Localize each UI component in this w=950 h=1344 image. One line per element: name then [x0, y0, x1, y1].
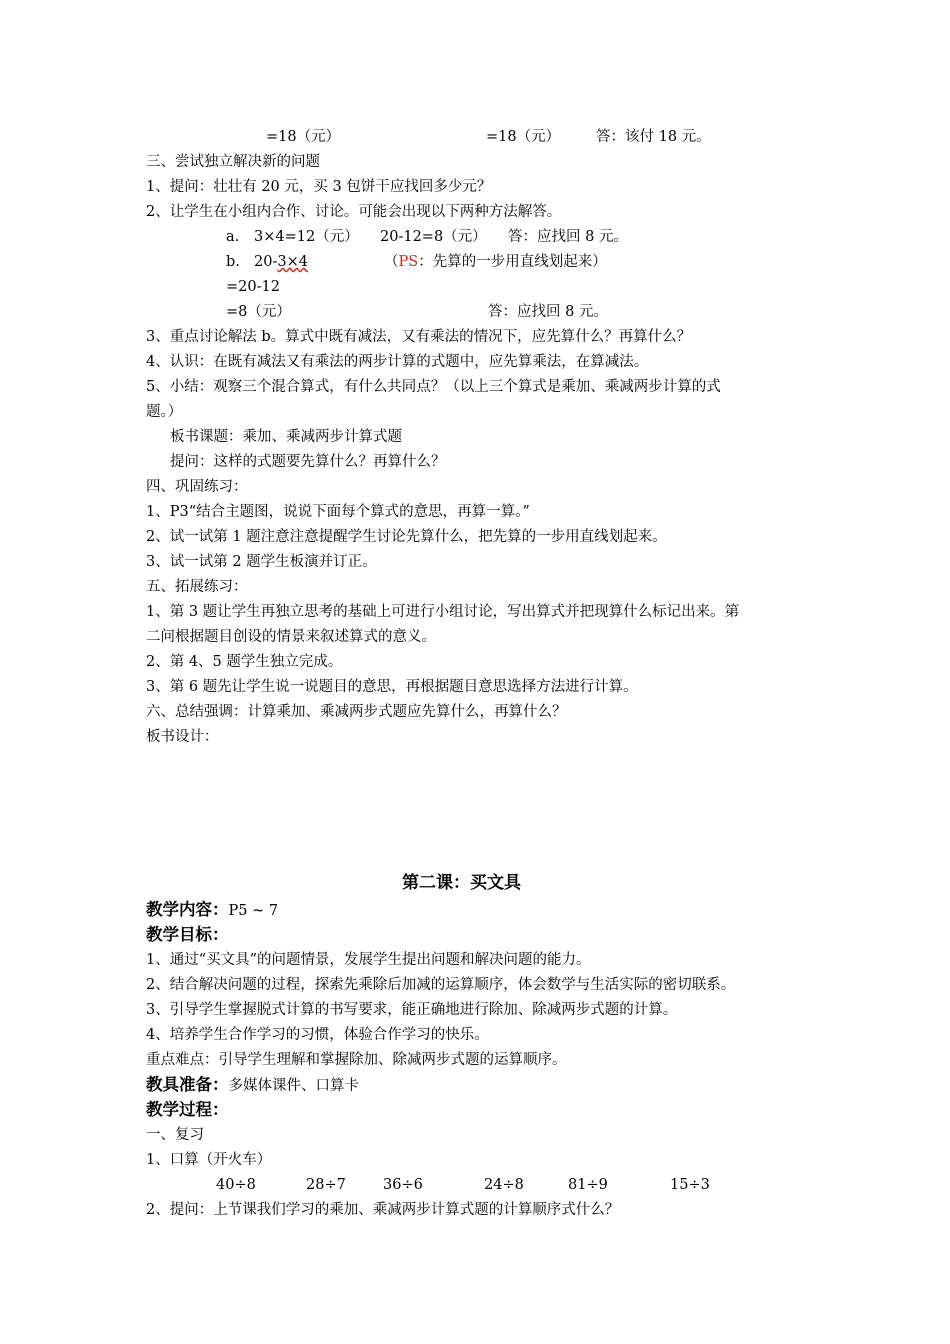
item-4-3: 3、试一试第 2 题学生板演并订正。 [146, 554, 377, 570]
method-a-expr2: 20-12=8（元） [380, 229, 487, 245]
teaching-content-label: 教学内容： [146, 900, 229, 919]
goal-1: 1、通过“买文具”的问题情景，发展学生提出问题和解决问题的能力。 [146, 952, 591, 968]
oral-calc-item: 40÷8 [216, 1177, 256, 1193]
method-b-step1: =20-12 [226, 279, 280, 295]
item-3-5-cont: 题。） [146, 404, 183, 420]
item-5-3: 3、第 6 题先让学生说一说题目的意思，再根据题目意思选择方法进行计算。 [146, 679, 638, 695]
ps-open-paren: （ [384, 254, 399, 270]
oral-calc-item: 28÷7 [306, 1177, 346, 1193]
key-points: 重点难点：引导学生理解和掌握除加、除减两步式题的运算顺序。 [146, 1052, 567, 1068]
method-b-expr [254, 252, 308, 272]
section-heading-3: 三、尝试独立解决新的问题 [146, 154, 320, 170]
method-a-expr: 3×4=12（元） [254, 229, 359, 245]
item-5-1-cont: 二问根据题目创设的情景来叙述算式的意义。 [146, 629, 436, 645]
oral-calc-item: 15÷3 [670, 1177, 710, 1193]
teaching-content-value: P5 ~ 7 [228, 903, 279, 919]
method-b-label: b. [226, 254, 240, 270]
teaching-tools [146, 1075, 359, 1096]
item-5-2: 2、第 4、5 题学生独立完成。 [146, 654, 343, 670]
lesson2-title: 第二课：买文具 [402, 873, 521, 893]
board-design-label: 板书设计： [146, 729, 219, 745]
method-b-answer: 答：应找回 8 元。 [488, 304, 608, 320]
method-b-expr-underlined: 3×4 [277, 254, 308, 270]
method-a-answer: 答：应找回 8 元。 [508, 229, 628, 245]
method-a-label: a. [226, 229, 240, 245]
teaching-goals-label: 教学目标： [146, 925, 229, 944]
goal-3: 3、引导学生掌握脱式计算的书写要求，能正确地进行除加、除减两步式题的计算。 [146, 1002, 678, 1018]
review-question: 2、提问：上节课我们学习的乘加、乘减两步计算式题的计算顺序式什么？ [146, 1202, 620, 1218]
result-line-mid: =18（元） [486, 129, 561, 145]
item-3-3: 3、重点讨论解法 b。算式中既有减法，又有乘法的情况下，应先算什么？再算什么？ [146, 329, 692, 345]
result-line-left: =18（元） [266, 129, 341, 145]
item-5-1: 1、第 3 题让学生再独立思考的基础上可进行小组讨论，写出算式并把现算什么标记出来。第 [146, 604, 740, 620]
item-4-2: 2、试一试第 1 题注意注意提醒学生讨论先算什么，把先算的一步用直线划起来。 [146, 529, 667, 545]
goal-2: 2、结合解决问题的过程，探索先乘除后加减的运算顺序，体会数学与生活实际的密切联系。 [146, 977, 736, 993]
board-question: 提问：这样的式题要先算什么？再算什么？ [170, 454, 446, 470]
teaching-tools-value: 多媒体课件、口算卡 [228, 1078, 359, 1094]
ps-label: PS [398, 254, 419, 270]
result-answer: 答：该付 18 元。 [596, 129, 711, 145]
section-heading-6: 六、总结强调：计算乘加、乘减两步式题应先算什么，再算什么？ [146, 704, 567, 720]
method-b-step2: =8（元） [226, 304, 291, 320]
section-heading-4: 四、巩固练习： [146, 479, 248, 495]
oral-calc-item: 81÷9 [568, 1177, 608, 1193]
review-heading: 一、复习 [146, 1127, 204, 1143]
teaching-content [146, 900, 278, 921]
ps-text: ：先算的一步用直线划起来） [418, 254, 607, 270]
oral-calc-heading: 1、口算（开火车） [146, 1152, 272, 1168]
item-3-1: 1、提问：壮壮有 20 元，买 3 包饼干应找回多少元？ [146, 179, 492, 195]
item-4-1: 1、P3“结合主题图，说说下面每个算式的意思，再算一算。” [146, 504, 530, 520]
oral-calc-item: 24÷8 [484, 1177, 524, 1193]
board-title: 板书课题：乘加、乘减两步计算式题 [170, 429, 402, 445]
item-3-2: 2、让学生在小组内合作、讨论。可能会出现以下两种方法解答。 [146, 204, 562, 220]
oral-calc-item: 36÷6 [383, 1177, 423, 1193]
section-heading-5: 五、拓展练习： [146, 579, 248, 595]
teaching-process-label: 教学过程： [146, 1100, 229, 1119]
item-3-4: 4、认识：在既有减法又有乘法的两步计算的式题中，应先算乘法，在算减法。 [146, 354, 649, 370]
method-b-expr-pre: 20- [254, 254, 278, 270]
item-3-5: 5、小结：观察三个混合算式，有什么共同点？（以上三个算式是乘加、乘减两步计算的式 [146, 379, 721, 395]
teaching-tools-label: 教具准备： [146, 1075, 229, 1094]
method-b-ps-note [384, 252, 607, 272]
goal-4: 4、培养学生合作学习的习惯，体验合作学习的快乐。 [146, 1027, 489, 1043]
